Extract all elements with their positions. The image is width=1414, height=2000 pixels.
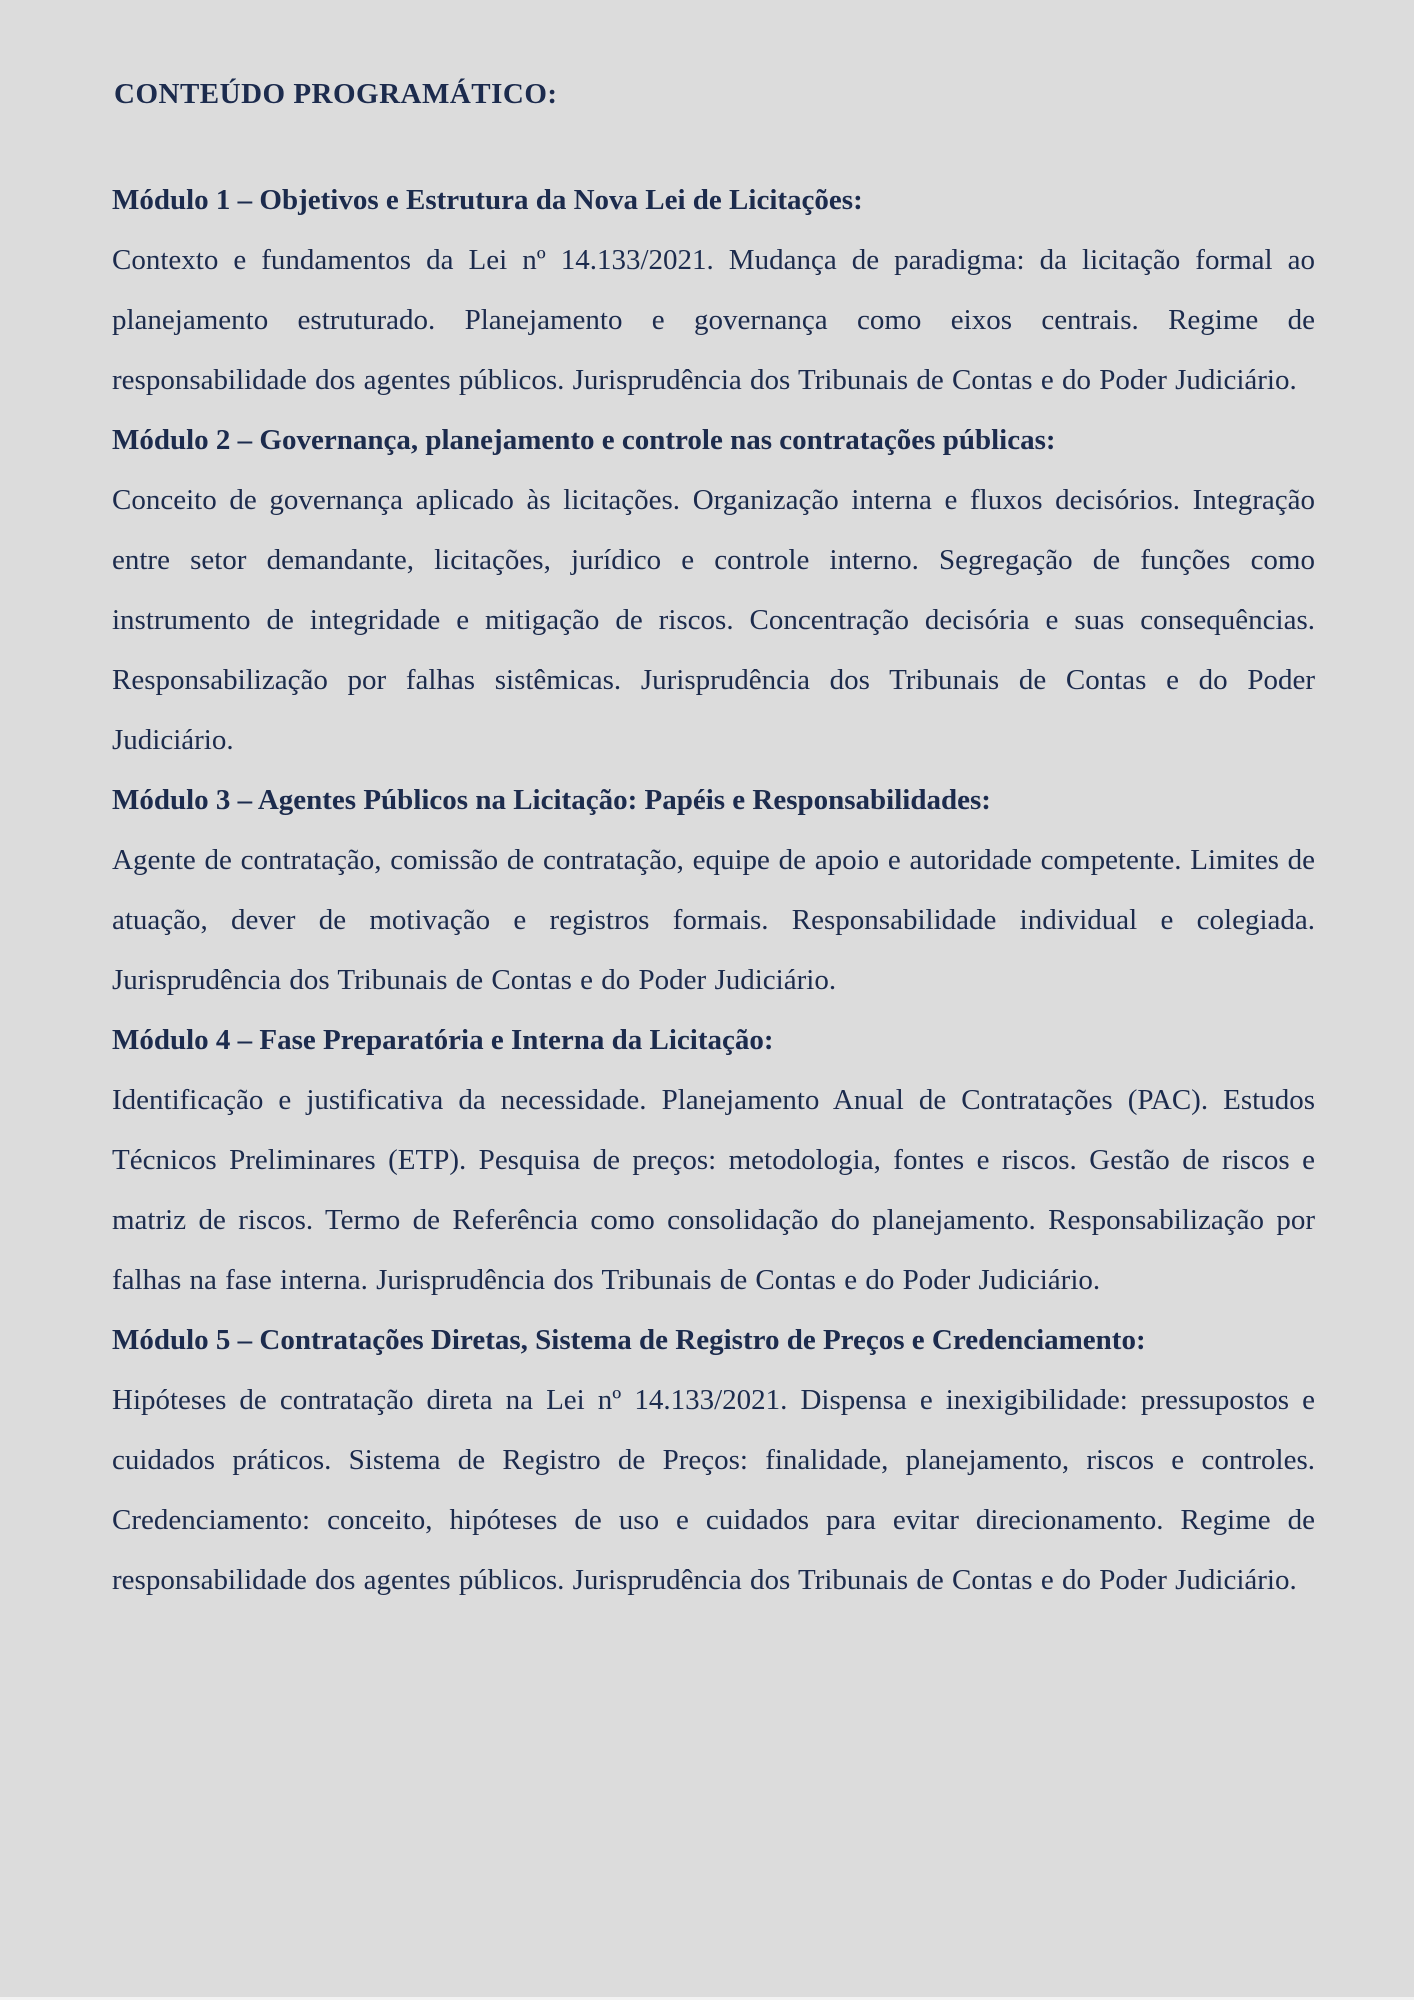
module-section-3 <box>112 770 1315 1010</box>
module-section-5 <box>112 1310 1315 1610</box>
page-title: CONTEÚDO PROGRAMÁTICO: <box>114 78 558 110</box>
module-1-body: Contexto e fundamentos da Lei nº 14.133/2021. Mudança de paradigma: da licitação formal ao planejamento estruturado. Planejamento e governança como eixos centrais. Regime de responsabilidade dos agentes públicos. Jurisprudência dos Tribunais de Contas e do Poder Judiciário. <box>112 244 1315 396</box>
module-3-heading: Módulo 3 – Agentes Públicos na Licitação: Papéis e Responsabilidades: <box>112 784 991 816</box>
module-5-body: Hipóteses de contratação direta na Lei nº 14.133/2021. Dispensa e inexigibilidade: pressupostos e cuidados práticos. Sistema de Registro de Preços: finalidade, planejamento, riscos e controles. Credenciamento: conceito, hipóteses de uso e cuidados para evitar direcionamento. Regime de responsabilidade dos agentes públicos. Jurisprudência dos Tribunais de Contas e do Poder Judiciário. <box>112 1384 1315 1596</box>
module-5-heading: Módulo 5 – Contratações Diretas, Sistema de Registro de Preços e Credenciamento: <box>112 1324 1146 1356</box>
module-3-body: Agente de contratação, comissão de contratação, equipe de apoio e autoridade competente. Limites de atuação, dever de motivação e registros formais. Responsabilidade individual e colegiada. Jurisprudência dos Tribunais de Contas e do Poder Judiciário. <box>112 844 1315 996</box>
module-2-heading: Módulo 2 – Governança, planejamento e controle nas contratações públicas: <box>112 424 1056 456</box>
module-4-heading: Módulo 4 – Fase Preparatória e Interna da Licitação: <box>112 1024 774 1056</box>
module-section-1 <box>112 170 1315 410</box>
module-4-body: Identificação e justificativa da necessidade. Planejamento Anual de Contratações (PAC). Estudos Técnicos Preliminares (ETP). Pesquisa de preços: metodologia, fontes e riscos. Gestão de riscos e matriz de riscos. Termo de Referência como consolidação do planejamento. Responsabilização por falhas na fase interna. Jurisprudência dos Tribunais de Contas e do Poder Judiciário. <box>112 1084 1315 1296</box>
module-section-2 <box>112 410 1315 770</box>
module-section-4 <box>112 1010 1315 1310</box>
module-2-body: Conceito de governança aplicado às licitações. Organização interna e fluxos decisórios. Integração entre setor demandante, licitações, jurídico e controle interno. Segregação de funções como instrumento de integridade e mitigação de riscos. Concentração decisória e suas consequências. Responsabilização por falhas sistêmicas. Jurisprudência dos Tribunais de Contas e do Poder Judiciário. <box>112 484 1315 756</box>
module-1-heading: Módulo 1 – Objetivos e Estrutura da Nova Lei de Licitações: <box>112 184 863 216</box>
